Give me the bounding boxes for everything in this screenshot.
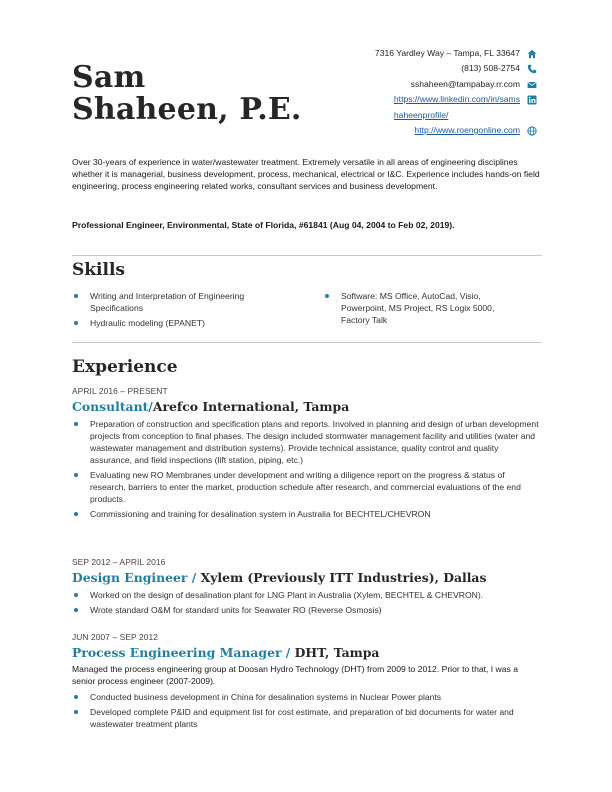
job-bullet: Developed complete P&ID and equipment list for cost estimate, and preparation of bid documents for water and wastewater treatment plants — [72, 706, 542, 730]
address-row — [375, 46, 538, 61]
job-title — [72, 645, 542, 660]
linkedin-link-line-2[interactable]: haheenprofile/ — [393, 109, 449, 120]
skills-left-column — [72, 290, 292, 332]
email-icon — [526, 79, 538, 91]
bullet-icon — [325, 294, 329, 298]
bullet-icon — [74, 321, 78, 325]
skill-item: Hydraulic modeling (EPANET) — [72, 317, 292, 329]
skill-item: Writing and Interpretation of Engineering Specifications — [72, 290, 292, 314]
job-dates: APRIL 2016 – PRESENT — [72, 386, 168, 396]
candidate-name — [72, 62, 302, 126]
linkedin-row — [375, 92, 538, 123]
email-row — [375, 77, 538, 92]
name-line-2: Shaheen, P.E. — [72, 92, 302, 127]
bullet-icon — [74, 294, 78, 298]
job-title — [72, 570, 542, 585]
skills-right-column — [323, 290, 523, 329]
skills-heading: Skills — [72, 260, 126, 280]
contact-block — [375, 46, 538, 138]
job-role: Design Engineer / — [72, 570, 201, 585]
bullet-icon — [74, 512, 78, 516]
license-statement: Professional Engineer, Environmental, State of Florida, #61841 (Aug 04, 2004 to Feb 02, 2019). — [72, 220, 455, 230]
job-entry-xylem — [72, 557, 542, 619]
linkedin-link[interactable] — [394, 92, 520, 123]
job-company: Xylem (Previously ITT Industries), Dallas — [200, 570, 487, 585]
phone-text: (813) 508-2754 — [461, 63, 520, 74]
experience-heading: Experience — [72, 357, 178, 377]
linkedin-link-line-1[interactable]: https://www.linkedin.com/in/sams — [393, 94, 520, 105]
skill-item: Software: MS Office, AutoCad, Visio, Powerpoint, MS Project, RS Logix 5000, Factory Talk — [323, 290, 523, 326]
website-row — [375, 123, 538, 138]
job-dates: SEP 2012 – APRIL 2016 — [72, 557, 166, 567]
job-entry-arefco — [72, 386, 542, 523]
job-dates: JUN 2007 – SEP 2012 — [72, 632, 159, 642]
job-entry-dht — [72, 632, 542, 733]
divider-middle — [72, 342, 542, 343]
home-icon — [526, 48, 538, 60]
website-link[interactable]: http://www.roengonline.com — [414, 125, 520, 136]
name-line-1: Sam — [72, 60, 146, 95]
globe-icon — [526, 125, 538, 137]
job-role: Process Engineering Manager / — [72, 645, 295, 660]
job-bullet: Evaluating new RO Membranes under development and writing a diligence report on the progress & status of research, barriers to enter the market, production schedule after research, and commercial evaluations of the end products. — [72, 469, 542, 505]
divider-top — [72, 255, 542, 256]
job-company: DHT, Tampa — [294, 645, 380, 660]
job-company: Arefco International, Tampa — [152, 399, 350, 414]
bullet-icon — [74, 608, 78, 612]
job-bullet: Conducted business development in China for desalination systems in Nuclear Power plants — [72, 691, 542, 703]
bullet-icon — [74, 710, 78, 714]
summary-paragraph: Over 30-years of experience in water/wastewater treatment. Extremely versatile in all areas of engineering disciplines whether it is managerial, business development, process, mechanical, electrical or I&C. Experience includes hands-on field engineering, process engineering related works, consultant services and business development. — [72, 157, 540, 191]
email-text[interactable]: sshaheen@tampabay.rr.com — [410, 78, 520, 89]
linkedin-icon — [526, 94, 538, 106]
phone-icon — [526, 63, 538, 75]
job-title — [72, 399, 542, 414]
job-bullet: Commissioning and training for desalination system in Australia for BECHTEL/CHEVRON — [72, 508, 542, 520]
job-bullet: Worked on the design of desalination plant for LNG Plant in Australia (Xylem, BECHTEL & CHEVRON). — [72, 589, 542, 601]
job-intro: Managed the process engineering group at Doosan Hydro Technology (DHT) from 2009 to 2012. Prior to that, I was a senior process engineer (2007-2009). — [72, 664, 519, 686]
bullet-icon — [74, 593, 78, 597]
job-bullet: Preparation of construction and specification plans and reports. Involved in planning and design of urban development projects from conception to final phases. The design included stormwater management facility and utilities (water and wastewater management and distribution systems). Provide technical assistance, quality control and quality assurance, and field inspections (lift station, piping, etc.) — [72, 418, 542, 466]
job-role: Consultant/ — [72, 399, 153, 414]
job-bullet: Wrote standard O&M for standard units for Seawater RO (Reverse Osmosis) — [72, 604, 542, 616]
bullet-icon — [74, 473, 78, 477]
phone-row — [375, 61, 538, 76]
bullet-icon — [74, 422, 78, 426]
bullet-icon — [74, 695, 78, 699]
address-text: 7316 Yardley Way – Tampa, FL 33647 — [374, 48, 520, 58]
